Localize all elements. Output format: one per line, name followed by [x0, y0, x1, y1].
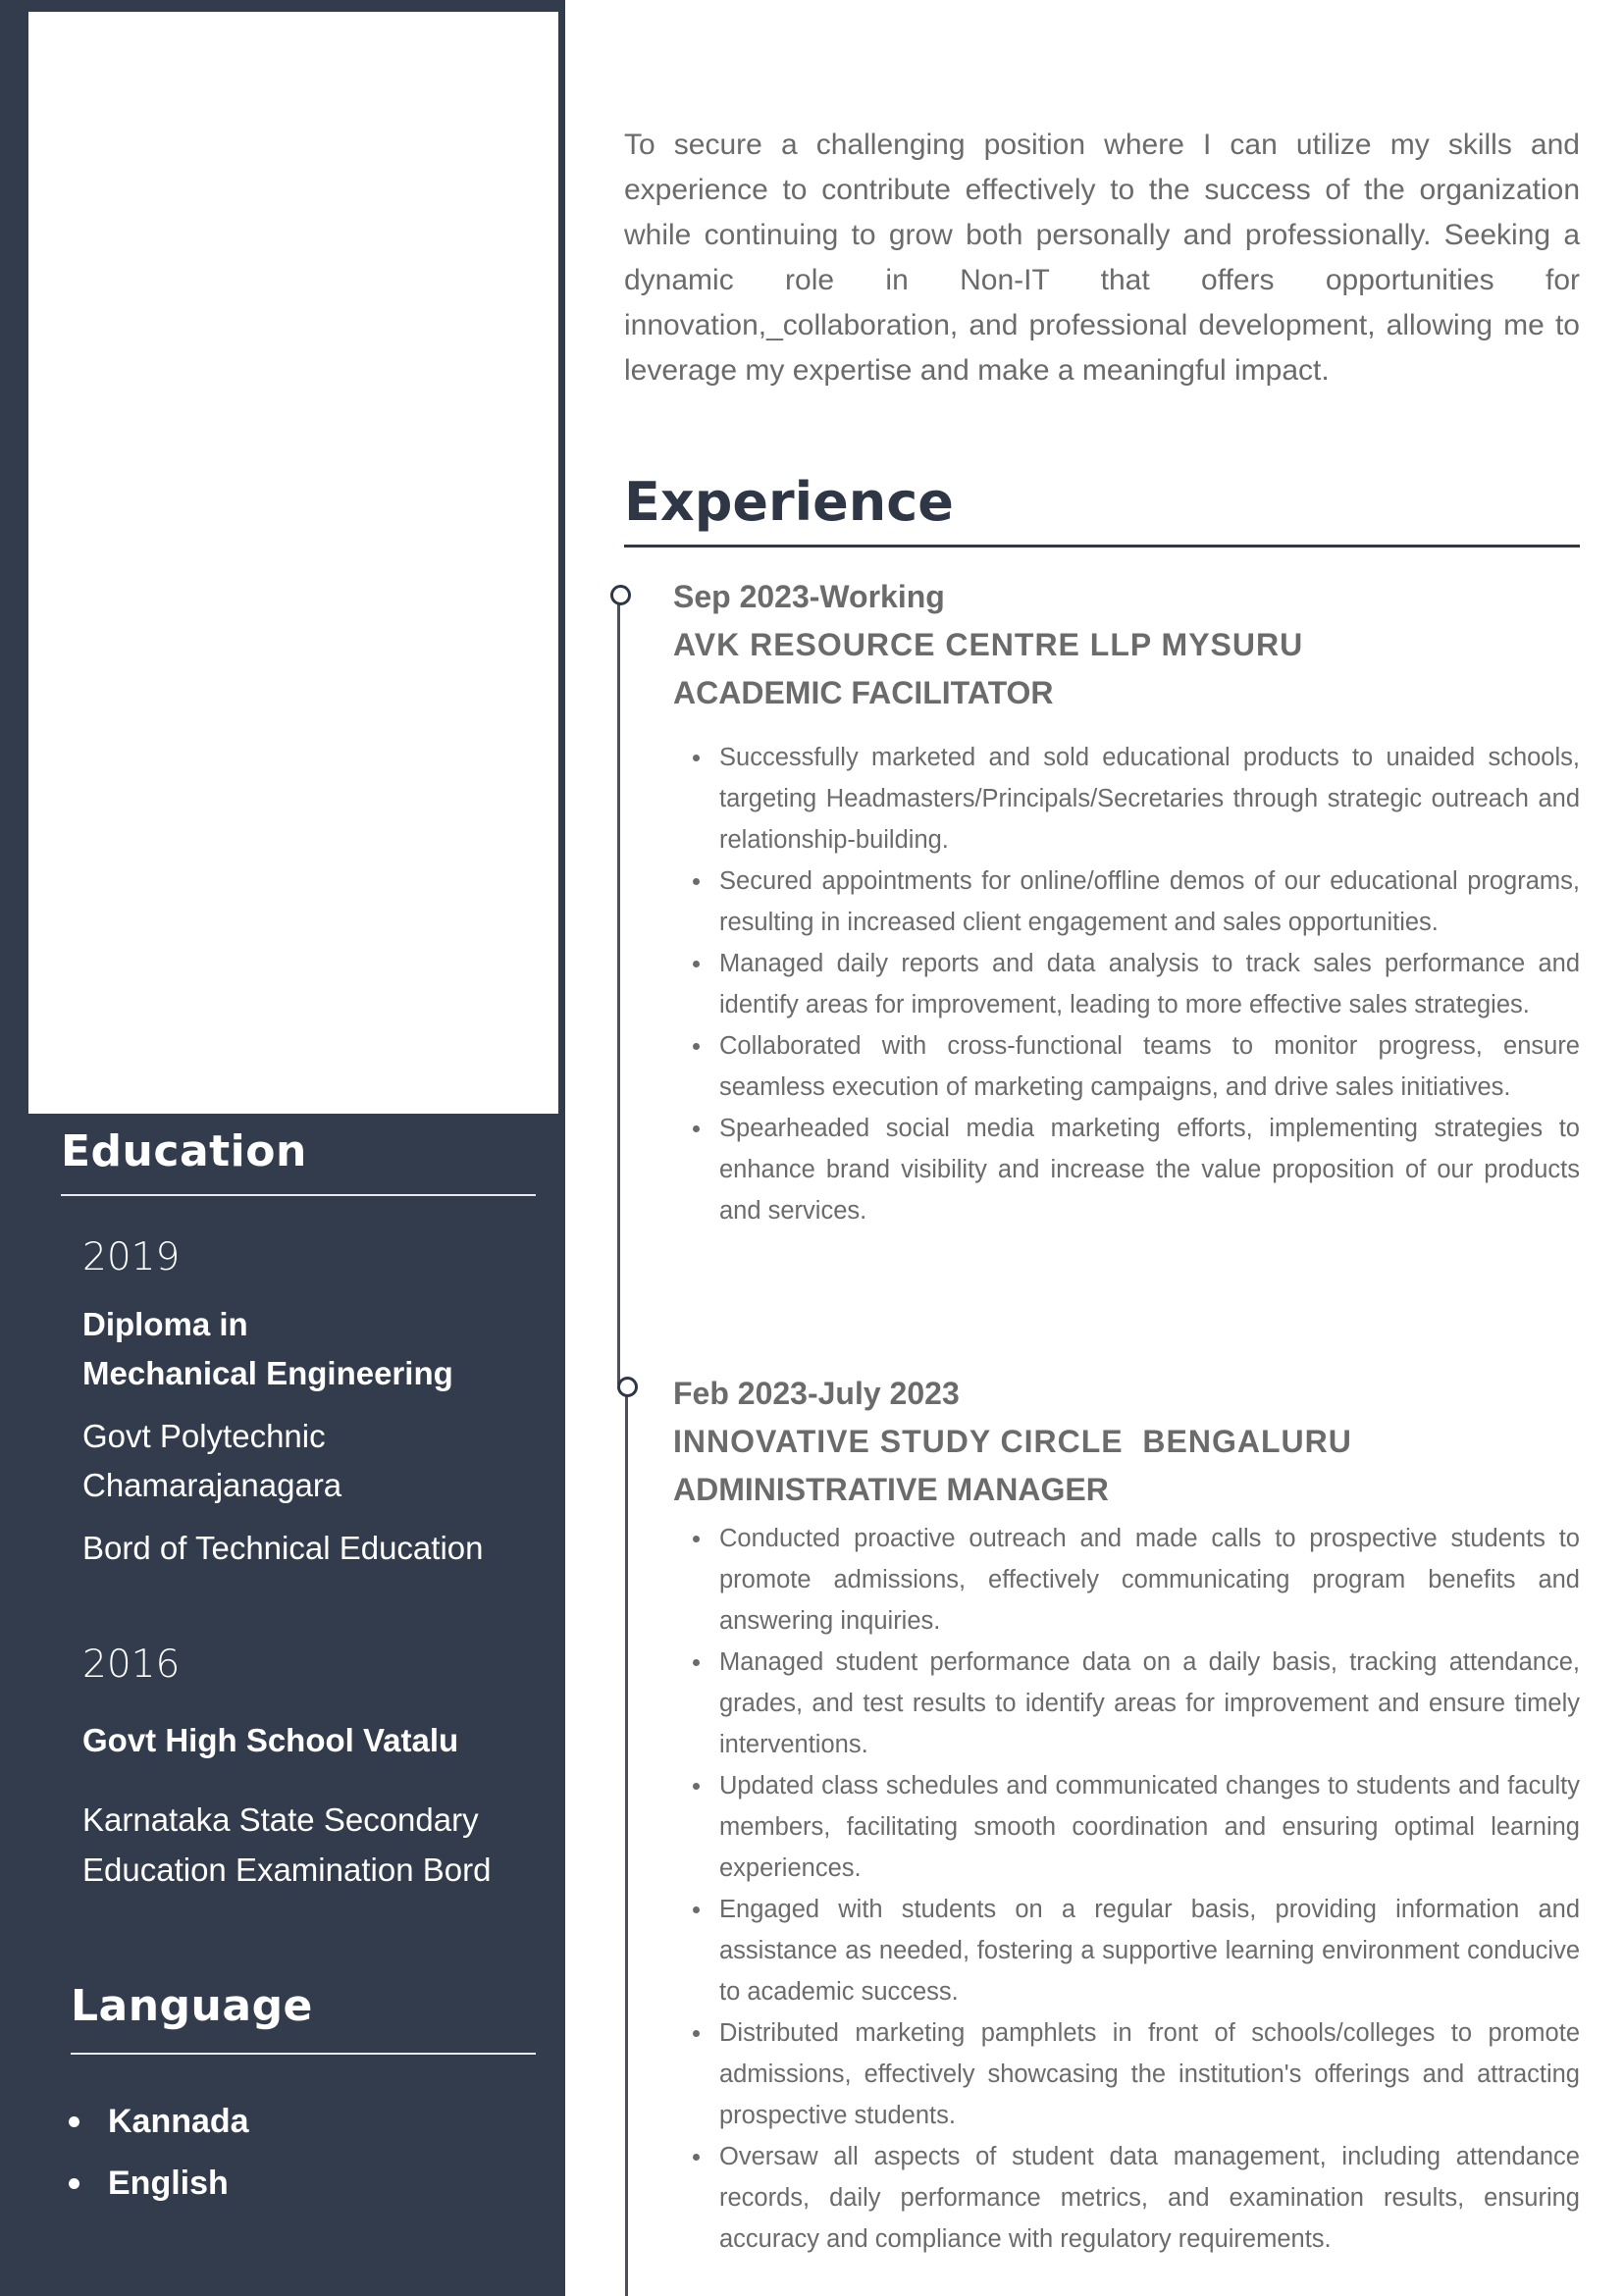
bullet-icon [693, 1536, 700, 1542]
experience-divider [624, 545, 1580, 548]
bullet-icon [693, 2030, 700, 2037]
language-heading: Language [71, 1981, 313, 2031]
bullet-icon [69, 2178, 79, 2189]
bullet-icon [69, 2116, 79, 2127]
timeline-line [617, 602, 620, 1384]
experience-heading: Experience [624, 471, 954, 533]
career-objective: To secure a challenging position where I can utilize my skills and experience to contribute effectively to the success of the organization while continuing to grow both personally and professionally. Seeking a dynamic role in Non-IT that offers opportunities for innovation,_collaboration, and professional development, allowing me to leverage my expertise and make a meaningful impact. [624, 129, 1580, 387]
job-company: INNOVATIVE STUDY CIRCLE BENGALURU [673, 1424, 1352, 1459]
job-title: ACADEMIC FACILITATOR [673, 675, 1054, 710]
job-dates: Feb 2023-July 2023 [673, 1376, 960, 1411]
bullet-item [673, 737, 1580, 861]
bullet-item [673, 1108, 1580, 1231]
job-dates: Sep 2023-Working [673, 579, 945, 614]
bullet-item [673, 1889, 1580, 2012]
job-entry [673, 1370, 1352, 1514]
education-institution: Chamarajanagara [82, 1467, 342, 1503]
bullet-item [673, 1765, 1580, 1889]
job-entry [673, 573, 1303, 717]
bullet-text: Successfully marketed and sold educational products to unaided schools, targeting Headmasters/Principals/Secretaries through strategic outreach and relationship-building. [719, 744, 1580, 854]
timeline-node-icon [617, 1377, 638, 1397]
bullet-icon [693, 1659, 700, 1666]
language-list [59, 2097, 249, 2220]
bullet-text: Updated class schedules and communicated changes to students and faculty members, facilitating smooth coordination and ensuring optimal learning experiences. [719, 1772, 1580, 1882]
bullet-text: Conducted proactive outreach and made calls to prospective students to promote admissions, effectively communicating program benefits and answering inquiries. [719, 1525, 1580, 1635]
language-divider [71, 2053, 536, 2055]
timeline-node-icon [610, 585, 631, 605]
job-company: AVK RESOURCE CENTRE LLP MYSURU [673, 627, 1304, 662]
bullet-icon [693, 2154, 700, 2161]
bullet-text: Managed student performance data on a daily basis, tracking attendance, grades, and test results to identify areas for improvement and ensure timely interventions. [719, 1648, 1580, 1758]
job-bullets [673, 737, 1580, 1231]
bullet-icon [693, 1125, 700, 1132]
education-board: Education Examination Bord [82, 1852, 492, 1888]
education-institution: Govt Polytechnic [82, 1418, 326, 1454]
education-institution: Govt High School Vatalu [82, 1722, 459, 1758]
bullet-item [673, 1642, 1580, 1765]
timeline-line [625, 1393, 628, 2296]
education-board: Karnataka State Secondary [82, 1801, 479, 1838]
bullet-item [673, 861, 1580, 943]
bullet-text: Managed daily reports and data analysis to track sales performance and identify areas for improvement, leading to more effective sales strategies. [719, 950, 1580, 1018]
education-board: Bord of Technical Education [82, 1530, 484, 1566]
bullet-icon [693, 755, 700, 761]
education-year: 2019 [82, 1235, 181, 1279]
bullet-text: Spearheaded social media marketing efforts, implementing strategies to enhance brand visibility and increase the value proposition of our products and services. [719, 1115, 1580, 1225]
education-degree: Mechanical Engineering [82, 1355, 453, 1391]
bullet-text: Secured appointments for online/offline demos of our educational programs, resulting in increased client engagement and sales opportunities. [719, 867, 1580, 936]
bullet-item [673, 943, 1580, 1025]
education-heading: Education [61, 1126, 307, 1176]
language-item [59, 2159, 249, 2220]
bullet-text: Collaborated with cross-functional teams to monitor progress, ensure seamless execution of marketing campaigns, and drive sales initiatives. [719, 1032, 1580, 1101]
profile-photo-placeholder [28, 12, 558, 1114]
sidebar [0, 0, 565, 2296]
bullet-item [673, 2012, 1580, 2136]
language-label: Kannada [108, 2103, 249, 2140]
bullet-item [673, 1025, 1580, 1108]
bullet-icon [693, 1906, 700, 1913]
education-year: 2016 [82, 1643, 181, 1687]
bullet-icon [693, 878, 700, 885]
education-degree: Diploma in [82, 1306, 248, 1342]
education-divider [61, 1194, 536, 1196]
language-item [59, 2097, 249, 2159]
bullet-item [673, 2136, 1580, 2260]
job-bullets [673, 1518, 1580, 2260]
language-label: English [108, 2165, 229, 2202]
job-title: ADMINISTRATIVE MANAGER [673, 1472, 1109, 1507]
bullet-icon [693, 1043, 700, 1050]
bullet-icon [693, 1783, 700, 1790]
bullet-text: Engaged with students on a regular basis, providing information and assistance as needed, fostering a supportive learning environment conducive to academic success. [719, 1896, 1580, 2006]
bullet-icon [693, 961, 700, 967]
bullet-text: Oversaw all aspects of student data management, including attendance records, daily performance metrics, and examination results, ensuring accuracy and compliance with regulatory requirements. [719, 2143, 1580, 2253]
bullet-item [673, 1518, 1580, 1642]
bullet-text: Distributed marketing pamphlets in front of schools/colleges to promote admissions, effectively showcasing the institution's offerings and attracting prospective students. [719, 2019, 1580, 2129]
